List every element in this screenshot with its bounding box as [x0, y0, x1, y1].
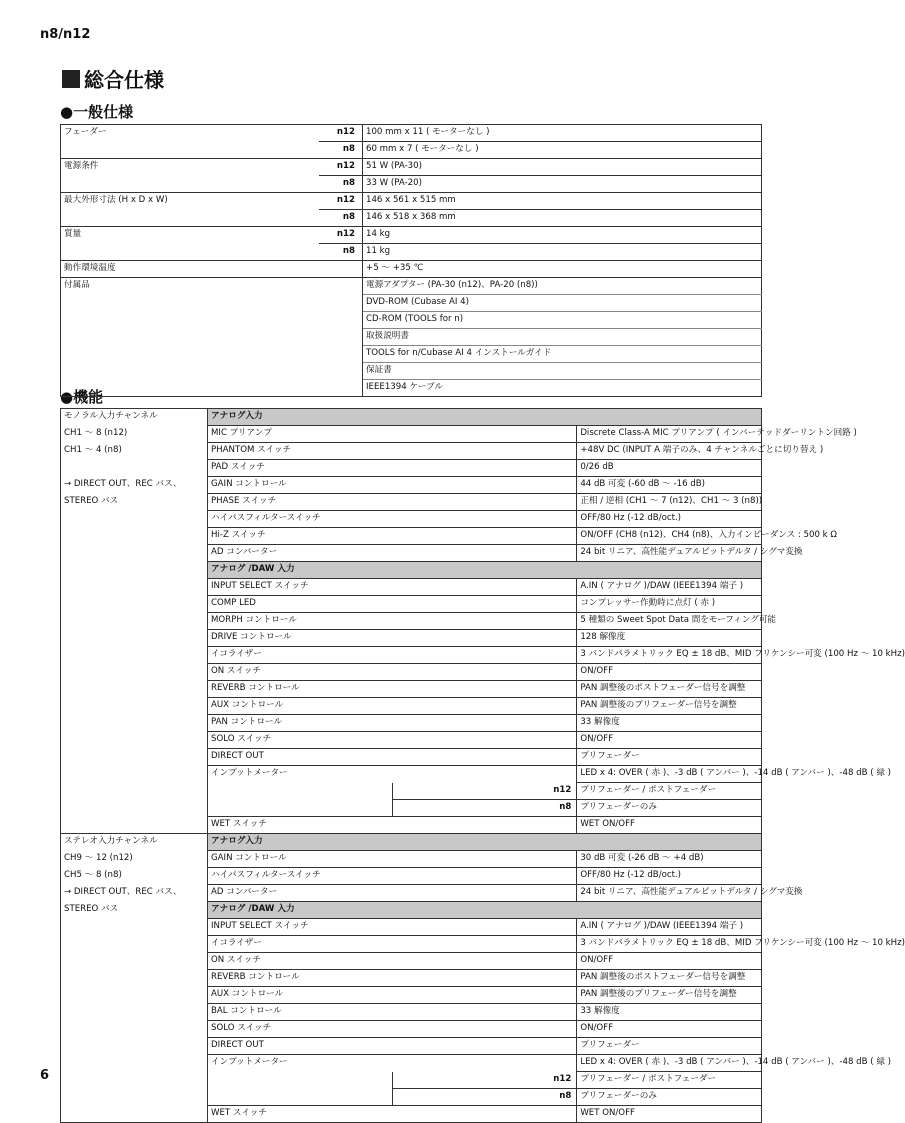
- spec-value: +5 ～ +35 ℃: [363, 261, 762, 278]
- channel-range: CH1 ～ 4 (n8): [61, 443, 208, 460]
- table-row: [61, 346, 762, 363]
- spec-value: A.IN ( アナログ )/DAW (IEEE1394 端子 ): [577, 919, 762, 936]
- table-row: [61, 528, 762, 545]
- page-title: [62, 64, 164, 93]
- spec-label: BAL コントロール: [208, 1004, 577, 1021]
- table-row: [61, 664, 762, 681]
- page-title-text: 総合仕様: [84, 68, 164, 92]
- section-functions-title: ●機能: [60, 388, 104, 406]
- spec-value: 128 解像度: [577, 630, 762, 647]
- table-row: [61, 919, 762, 936]
- spec-label: INPUT SELECT スイッチ: [208, 919, 577, 936]
- spec-value: プリフェーダーのみ: [577, 800, 762, 817]
- spec-value: ON/OFF: [577, 732, 762, 749]
- spec-value: 100 mm x 11 ( モーターなし ): [363, 125, 762, 142]
- spec-label: 電源条件: [61, 159, 320, 176]
- model-tag: n8: [319, 142, 363, 159]
- spec-label: WET スイッチ: [208, 817, 577, 834]
- spec-label: REVERB コントロール: [208, 970, 577, 987]
- spec-label: MORPH コントロール: [208, 613, 577, 630]
- model-tag: n8: [319, 176, 363, 193]
- table-row: [61, 885, 762, 902]
- spec-value: PAN 調整後のプリフェーダー信号を調整: [577, 987, 762, 1004]
- function-spec-table: [60, 408, 905, 1123]
- table-row: [61, 681, 762, 698]
- accessory-item: 取扱説明書: [363, 329, 762, 346]
- table-row: [61, 443, 762, 460]
- spec-value: ON/OFF: [577, 664, 762, 681]
- spec-label: ON スイッチ: [208, 953, 577, 970]
- table-row: [61, 970, 762, 987]
- spec-value: 33 解像度: [577, 1004, 762, 1021]
- spec-value: 146 x 561 x 515 mm: [363, 193, 762, 210]
- table-row: [61, 868, 762, 885]
- spec-value: PAN 調整後のプリフェーダー信号を調整: [577, 698, 762, 715]
- table-row: [61, 1038, 762, 1055]
- model-tag: n12: [392, 1072, 577, 1089]
- spec-label: DRIVE コントロール: [208, 630, 577, 647]
- table-row: [61, 800, 762, 817]
- channel-routing: STEREO バス: [61, 902, 208, 919]
- table-row: [61, 596, 762, 613]
- table-row: [61, 613, 762, 630]
- table-row: [61, 210, 762, 227]
- table-row: [61, 176, 762, 193]
- spec-value: プリフェーダー / ポストフェーダー: [577, 783, 762, 800]
- spec-label: INPUT SELECT スイッチ: [208, 579, 577, 596]
- spec-label: ハイパスフィルタースイッチ: [208, 868, 577, 885]
- model-tag: n12: [336, 127, 355, 137]
- model-header: n8/n12: [40, 27, 91, 42]
- table-row: [61, 426, 762, 443]
- table-row: [61, 511, 762, 528]
- spec-value: LED x 4: OVER ( 赤 )、-3 dB ( アンバー )、-14 dB ( アンバー )、-48 dB ( 緑 ): [577, 1055, 762, 1072]
- model-tag: n8: [392, 1089, 577, 1106]
- table-row: [61, 987, 762, 1004]
- accessory-item: IEEE1394 ケーブル: [363, 380, 762, 397]
- table-row: [61, 261, 762, 278]
- model-tag: n12: [319, 193, 363, 210]
- table-row: [61, 953, 762, 970]
- table-row: [61, 715, 762, 732]
- group-header: アナログ入力: [208, 834, 762, 851]
- spec-value: 30 dB 可変 (-26 dB ～ +4 dB): [577, 851, 762, 868]
- spec-value: OFF/80 Hz (-12 dB/oct.): [577, 511, 762, 528]
- spec-value: 14 kg: [363, 227, 762, 244]
- spec-label: 動作環境温度: [61, 261, 320, 278]
- section-general-title: ●一般仕様: [60, 103, 134, 121]
- channel-routing: → DIRECT OUT、REC バス、: [61, 477, 208, 494]
- table-row: [61, 278, 762, 295]
- spec-value: 3 バンドパラメトリック EQ ± 18 dB、MID フリケンシー可変 (100 Hz ～ 10 kHz): [577, 936, 762, 953]
- table-row: [61, 579, 762, 596]
- table-row: [61, 545, 762, 562]
- accessory-item: 保証書: [363, 363, 762, 380]
- spec-label: GAIN コントロール: [208, 477, 577, 494]
- spec-value: 0/26 dB: [577, 460, 762, 477]
- spec-label: ハイパスフィルタースイッチ: [208, 511, 577, 528]
- spec-value: WET ON/OFF: [577, 817, 762, 834]
- spec-label: フェーダー: [64, 127, 107, 137]
- spec-label: イコライザー: [208, 936, 577, 953]
- general-spec-table: [60, 124, 762, 397]
- spec-label: AD コンバーター: [208, 885, 577, 902]
- spec-label: インプットメーター: [208, 766, 577, 783]
- spec-value: +48V DC (INPUT A 端子のみ、4 チャンネルごとに切り替え ): [577, 443, 762, 460]
- accessory-item: CD-ROM (TOOLS for n): [363, 312, 762, 329]
- table-row: [61, 1004, 762, 1021]
- table-row: [61, 1106, 762, 1123]
- model-tag: n12: [392, 783, 577, 800]
- table-row: [61, 817, 762, 834]
- table-row: [61, 1089, 762, 1106]
- spec-value: Discrete Class-A MIC プリアンプ ( インバーテッドダーリントン回路 ): [577, 426, 762, 443]
- table-row: [61, 732, 762, 749]
- table-row: [61, 766, 762, 783]
- table-row: [61, 227, 762, 244]
- spec-value: 33 W (PA-20): [363, 176, 762, 193]
- spec-value: LED x 4: OVER ( 赤 )、-3 dB ( アンバー )、-14 dB ( アンバー )、-48 dB ( 緑 ): [577, 766, 762, 783]
- table-row: [61, 409, 762, 426]
- table-row: [61, 329, 762, 346]
- channel-range: CH5 ～ 8 (n8): [61, 868, 208, 885]
- spec-value: 正相 / 逆相 (CH1 ～ 7 (n12)、CH1 ～ 3 (n8)): [577, 494, 762, 511]
- spec-label: DIRECT OUT: [208, 749, 577, 766]
- channel-range: CH1 ～ 8 (n12): [61, 426, 208, 443]
- spec-label: PAD スイッチ: [208, 460, 577, 477]
- table-row: [61, 698, 762, 715]
- table-row: [61, 1055, 762, 1072]
- table-row: [61, 159, 762, 176]
- spec-label: DIRECT OUT: [208, 1038, 577, 1055]
- table-row: [61, 477, 762, 494]
- spec-value: プリフェーダー / ポストフェーダー: [577, 1072, 762, 1089]
- spec-value: 24 bit リニア、高性能デュアルビットデルタ / シグマ変換: [577, 885, 762, 902]
- table-row: [61, 312, 762, 329]
- table-row: [61, 494, 762, 511]
- spec-label: COMP LED: [208, 596, 577, 613]
- table-row: [61, 562, 762, 579]
- table-row: [61, 193, 762, 210]
- spec-value: 60 mm x 7 ( モーターなし ): [363, 142, 762, 159]
- spec-value: プリフェーダー: [577, 1038, 762, 1055]
- group-header: アナログ入力: [208, 409, 762, 426]
- accessory-item: TOOLS for n/Cubase AI 4 インストールガイド: [363, 346, 762, 363]
- model-tag: n8: [319, 244, 363, 261]
- spec-label: PHASE スイッチ: [208, 494, 577, 511]
- table-row: [61, 244, 762, 261]
- table-row: [61, 142, 762, 159]
- spec-label: SOLO スイッチ: [208, 1021, 577, 1038]
- spec-label: SOLO スイッチ: [208, 732, 577, 749]
- spec-label: 付属品: [61, 278, 320, 295]
- spec-label: AUX コントロール: [208, 698, 577, 715]
- spec-label: AD コンバーター: [208, 545, 577, 562]
- model-tag: n12: [319, 227, 363, 244]
- table-row: [61, 1072, 762, 1089]
- table-row: [61, 380, 762, 397]
- spec-value: 51 W (PA-30): [363, 159, 762, 176]
- model-tag: n8: [392, 800, 577, 817]
- spec-label: AUX コントロール: [208, 987, 577, 1004]
- spec-value: WET ON/OFF: [577, 1106, 762, 1123]
- spec-label: WET スイッチ: [208, 1106, 577, 1123]
- spec-value: 3 バンドパラメトリック EQ ± 18 dB、MID フリケンシー可変 (100 Hz ～ 10 kHz): [577, 647, 762, 664]
- spec-value: プリフェーダー: [577, 749, 762, 766]
- accessory-item: 電源アダプター (PA-30 (n12)、PA-20 (n8)): [363, 278, 762, 295]
- spec-label: GAIN コントロール: [208, 851, 577, 868]
- title-square-icon: [62, 70, 80, 88]
- spec-value: ON/OFF (CH8 (n12)、CH4 (n8)、入力インピーダンス : 500 k Ω: [577, 528, 762, 545]
- table-row: [61, 647, 762, 664]
- table-row: [61, 783, 762, 800]
- table-row: [61, 295, 762, 312]
- group-header: アナログ /DAW 入力: [208, 902, 762, 919]
- table-row: [61, 460, 762, 477]
- spec-label: MIC プリアンプ: [208, 426, 577, 443]
- spec-value: 146 x 518 x 368 mm: [363, 210, 762, 227]
- channel-label: ステレオ入力チャンネル: [61, 834, 208, 851]
- table-row: [61, 363, 762, 380]
- spec-label: ON スイッチ: [208, 664, 577, 681]
- channel-routing: STEREO バス: [61, 494, 208, 511]
- spec-value: コンプレッサー作動時に点灯 ( 赤 ): [577, 596, 762, 613]
- channel-label: モノラル入力チャンネル: [61, 409, 208, 426]
- channel-range: CH9 ～ 12 (n12): [61, 851, 208, 868]
- spec-label: 質量: [61, 227, 320, 244]
- table-row: [61, 630, 762, 647]
- spec-value: A.IN ( アナログ )/DAW (IEEE1394 端子 ): [577, 579, 762, 596]
- spec-label: PHANTOM スイッチ: [208, 443, 577, 460]
- table-row: [61, 902, 762, 919]
- spec-value: プリフェーダーのみ: [577, 1089, 762, 1106]
- channel-routing: → DIRECT OUT、REC バス、: [61, 885, 208, 902]
- table-row: [61, 936, 762, 953]
- group-header: アナログ /DAW 入力: [208, 562, 762, 579]
- spec-label: 最大外形寸法 (H x D x W): [61, 193, 320, 210]
- table-row: [61, 749, 762, 766]
- spec-value: 33 解像度: [577, 715, 762, 732]
- spec-value: PAN 調整後のポストフェーダー信号を調整: [577, 970, 762, 987]
- spec-value: PAN 調整後のポストフェーダー信号を調整: [577, 681, 762, 698]
- spec-value: ON/OFF: [577, 953, 762, 970]
- spec-value: ON/OFF: [577, 1021, 762, 1038]
- model-tag: n8: [319, 210, 363, 227]
- spec-label: インプットメーター: [208, 1055, 577, 1072]
- accessory-item: DVD-ROM (Cubase AI 4): [363, 295, 762, 312]
- table-row: [61, 1021, 762, 1038]
- table-row: [61, 851, 762, 868]
- spec-label: Hi-Z スイッチ: [208, 528, 577, 545]
- spec-value: 11 kg: [363, 244, 762, 261]
- table-row: [61, 834, 762, 851]
- spec-label: PAN コントロール: [208, 715, 577, 732]
- page-number: 6: [40, 1068, 50, 1083]
- spec-label: REVERB コントロール: [208, 681, 577, 698]
- table-row: [61, 125, 762, 142]
- spec-value: OFF/80 Hz (-12 dB/oct.): [577, 868, 762, 885]
- spec-label: イコライザー: [208, 647, 577, 664]
- model-tag: n12: [319, 159, 363, 176]
- spec-value: 24 bit リニア、高性能デュアルビットデルタ / シグマ変換: [577, 545, 762, 562]
- spec-value: 44 dB 可変 (-60 dB ～ -16 dB): [577, 477, 762, 494]
- spec-value: 5 種類の Sweet Spot Data 間をモーフィング可能: [577, 613, 762, 630]
